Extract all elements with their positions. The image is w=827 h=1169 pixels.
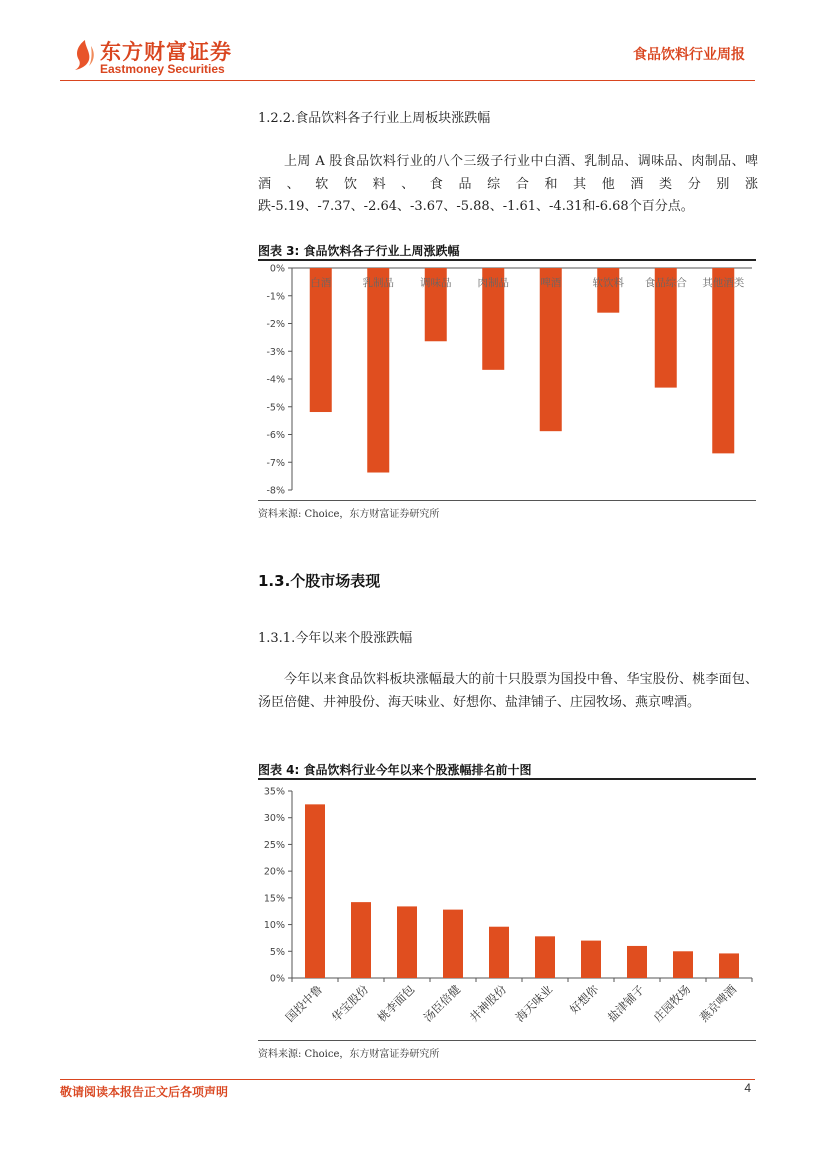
report-title: 食品饮料行业周报 <box>633 47 745 63</box>
bar <box>581 941 601 978</box>
category-label: 华宝股份 <box>328 982 372 1025</box>
y-tick-label: 30% <box>263 813 285 825</box>
bar <box>712 268 734 453</box>
figure-3-source: 资料来源: Choice，东方财富证券研究所 <box>258 509 440 520</box>
bar <box>540 268 562 431</box>
footer-disclaimer: 敬请阅读本报告正文后各项声明 <box>60 1085 229 1099</box>
figure-3-title: 图表 3: 食品饮料各子行业上周涨跌幅 <box>258 244 460 258</box>
page-number: 4 <box>744 1081 751 1095</box>
y-tick-label: -3% <box>266 346 285 358</box>
category-label: 国投中鲁 <box>282 982 326 1025</box>
footer-divider <box>60 1079 755 1080</box>
subsection-heading-1-3-1: 1.3.1.今年以来个股涨跌幅 <box>258 631 413 646</box>
paragraph-subindustry: 上周 A 股食品饮料行业的八个三级子行业中白酒、乳制品、调味品、肉制品、啤酒、软饮料、食品综合和其他酒类分别涨跌-5.19、-7.37、-2.64、-3.67、-5.88、-1.61、-4.31和-6.68个百分点。 <box>258 154 758 214</box>
y-tick-label: -1% <box>266 291 285 303</box>
y-tick-label: -5% <box>266 402 285 414</box>
bar <box>719 953 739 978</box>
category-label: 食品综合 <box>644 277 687 289</box>
y-tick-label: -7% <box>266 457 285 469</box>
figure-4-source-rule <box>258 1040 756 1041</box>
category-label: 肉制品 <box>477 277 509 289</box>
y-tick-label: 15% <box>263 893 285 905</box>
chart-subindustry-weekly <box>258 262 756 498</box>
figure-3-source-rule <box>258 500 756 501</box>
y-tick-label: -4% <box>266 374 285 386</box>
brand-name-en: Eastmoney Securities <box>100 62 225 76</box>
bar <box>627 946 647 978</box>
bar <box>305 804 325 978</box>
category-label: 汤臣倍健 <box>420 982 464 1025</box>
y-tick-label: 35% <box>263 786 285 798</box>
category-label: 海天味业 <box>512 982 556 1025</box>
category-label: 桃李面包 <box>374 982 418 1025</box>
category-label: 庄园牧场 <box>650 982 694 1025</box>
y-tick-label: 10% <box>263 920 285 932</box>
category-label: 其他酒类 <box>702 277 745 289</box>
chart-top10-stocks <box>258 781 756 1038</box>
y-tick-label: 5% <box>269 946 285 958</box>
bar <box>310 268 332 412</box>
category-label: 好想你 <box>566 982 602 1017</box>
bar <box>443 910 463 978</box>
category-label: 软饮料 <box>592 277 624 289</box>
bar <box>597 268 619 313</box>
bar <box>351 902 371 978</box>
eastmoney-logo-icon <box>71 38 97 72</box>
subsection-heading-1-2-2: 1.2.2.食品饮料各子行业上周板块涨跌幅 <box>258 111 491 126</box>
bar <box>489 927 509 978</box>
y-tick-label: 25% <box>263 839 285 851</box>
section-heading-1-3: 1.3.个股市场表现 <box>258 572 381 590</box>
category-label: 井神股份 <box>466 982 510 1025</box>
y-tick-label: -6% <box>266 430 285 441</box>
bar <box>535 936 555 978</box>
figure-4-title: 图表 4: 食品饮料行业今年以来个股涨幅排名前十图 <box>258 763 532 777</box>
category-label: 白酒 <box>310 277 332 289</box>
brand-name-cn: 东方财富证券 <box>100 40 232 64</box>
category-label: 调味品 <box>420 277 452 289</box>
category-label: 盐津铺子 <box>604 982 648 1025</box>
y-tick-label: 0% <box>269 973 285 985</box>
y-tick-label: 0% <box>269 263 285 275</box>
figure-3-top-rule <box>258 259 756 261</box>
bar <box>367 268 389 473</box>
y-tick-label: -2% <box>266 319 285 330</box>
bar <box>397 906 417 978</box>
figure-4-source: 资料来源: Choice，东方财富证券研究所 <box>258 1049 440 1060</box>
category-label: 燕京啤酒 <box>696 982 740 1025</box>
category-label: 啤酒 <box>540 277 562 289</box>
paragraph-top-stocks: 今年以来食品饮料板块涨幅最大的前十只股票为国投中鲁、华宝股份、桃李面包、汤臣倍健、井神股份、海天味业、好想你、盐津铺子、庄园牧场、燕京啤酒。 <box>258 672 758 710</box>
bar <box>673 951 693 978</box>
figure-4-top-rule <box>258 778 756 780</box>
y-tick-label: 20% <box>263 866 285 878</box>
header-divider <box>60 80 755 81</box>
y-tick-label: -8% <box>266 485 285 497</box>
category-label: 乳制品 <box>362 277 394 289</box>
